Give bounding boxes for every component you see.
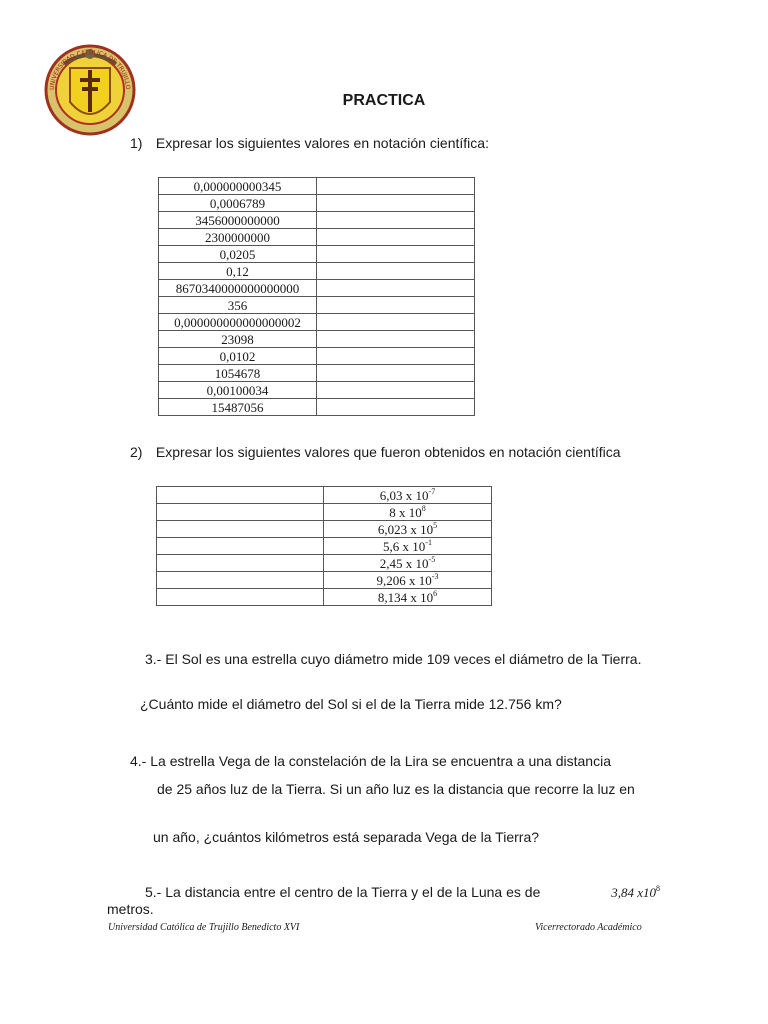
- question-5-unit: metros.: [107, 901, 154, 917]
- answer-cell[interactable]: [317, 297, 475, 314]
- table-row: [157, 504, 492, 521]
- question-5-value: 3,84 $x10^8$: [611, 884, 660, 900]
- value-cell: 356: [159, 297, 317, 314]
- question-1: [130, 134, 489, 152]
- table-row: [157, 572, 492, 589]
- answer-cell[interactable]: [317, 195, 475, 212]
- table-row: [157, 538, 492, 555]
- value-cell: 0,0102: [159, 348, 317, 365]
- question-2: [130, 443, 621, 461]
- answer-cell[interactable]: [157, 538, 324, 555]
- table-row: [159, 246, 475, 263]
- question-4-line3: un año, ¿cuántos kilómetros está separada Vega de la Tierra?: [153, 829, 540, 845]
- value-cell: 1054678: [159, 365, 317, 382]
- value-cell: 0,0006789: [159, 195, 317, 212]
- table-2: [156, 486, 492, 606]
- table-row: [159, 229, 475, 246]
- value-cell: 0,12: [159, 263, 317, 280]
- answer-cell[interactable]: [317, 280, 475, 297]
- value-cell: 23098: [159, 331, 317, 348]
- value-cell: 15487056: [159, 399, 317, 416]
- table-row: [159, 212, 475, 229]
- table-row: [159, 195, 475, 212]
- answer-cell[interactable]: [317, 178, 475, 195]
- scientific-value-cell: 2,45 x $10^{-5}$: [324, 555, 492, 572]
- table-row: [159, 178, 475, 195]
- question-4-line1: 4.- La estrella Vega de la constelación de la Lira se encuentra a una distancia: [130, 753, 611, 769]
- answer-cell[interactable]: [317, 399, 475, 416]
- answer-cell[interactable]: [317, 212, 475, 229]
- answer-cell[interactable]: [157, 521, 324, 538]
- question-3: [107, 651, 660, 668]
- table-row: [157, 521, 492, 538]
- university-logo: [44, 40, 136, 138]
- answer-cell[interactable]: [317, 348, 475, 365]
- question-3-line1: 3.- El Sol es una estrella cuyo diámetro mide 109 veces el diámetro de la Tierra.: [145, 651, 642, 667]
- value-cell: 8670340000000000000: [159, 280, 317, 297]
- answer-cell[interactable]: [317, 246, 475, 263]
- question-1-number: 1): [130, 135, 143, 151]
- answer-cell[interactable]: [317, 331, 475, 348]
- answer-cell[interactable]: [157, 589, 324, 606]
- answer-cell[interactable]: [317, 229, 475, 246]
- answer-cell[interactable]: [317, 263, 475, 280]
- page-title: PRACTICA: [342, 92, 426, 109]
- table-row: [157, 487, 492, 504]
- question-5-text: 5.- La distancia entre el centro de la Tierra y el de la Luna es de: [145, 884, 541, 900]
- footer-university: Universidad Católica de Trujillo Benedicto XVI: [108, 922, 300, 933]
- table-row: [159, 297, 475, 314]
- svg-text:UNIVERSIDAD CATÓLICA DE TRUJIL: UNIVERSIDAD CATÓLICA DE TRUJILLO: [48, 48, 132, 91]
- table-row: [159, 365, 475, 382]
- value-cell: 3456000000000: [159, 212, 317, 229]
- scientific-value-cell: 8 x $10^8$: [324, 504, 492, 521]
- value-cell: 2300000000: [159, 229, 317, 246]
- answer-cell[interactable]: [317, 382, 475, 399]
- table-row: [159, 314, 475, 331]
- table-row: [157, 555, 492, 572]
- scientific-value-cell: 5,6 x $10^{-1}$: [324, 538, 492, 555]
- value-cell: 0,000000000345: [159, 178, 317, 195]
- answer-cell[interactable]: [157, 555, 324, 572]
- value-cell: 0,00100034: [159, 382, 317, 399]
- scientific-value-cell: 6,023 x $10^5$: [324, 521, 492, 538]
- table-row: [159, 280, 475, 297]
- question-5: [107, 884, 660, 918]
- table-row: [157, 589, 492, 606]
- answer-cell[interactable]: [157, 487, 324, 504]
- footer-office: Vicerrectorado Académico: [535, 922, 642, 933]
- answer-cell[interactable]: [317, 314, 475, 331]
- question-4-line2: de 25 años luz de la Tierra. Si un año luz es la distancia que recorre la luz en: [157, 781, 635, 797]
- table-row: [159, 331, 475, 348]
- scientific-value-cell: 9,206 x $10^{-3}$: [324, 572, 492, 589]
- table-row: [159, 399, 475, 416]
- question-3-line2: ¿Cuánto mide el diámetro del Sol si el de la Tierra mide 12.756 km?: [140, 696, 562, 712]
- value-cell: 0,0205: [159, 246, 317, 263]
- table-row: [159, 263, 475, 280]
- table-1: [158, 177, 475, 416]
- table-row: [159, 348, 475, 365]
- scientific-value-cell: 6,03 x $10^{-7}$: [324, 487, 492, 504]
- question-2-text: Expresar los siguientes valores que fueron obtenidos en notación científica: [155, 444, 621, 460]
- question-2-number: 2): [130, 444, 143, 460]
- answer-cell[interactable]: [157, 504, 324, 521]
- value-cell: 0,000000000000000002: [159, 314, 317, 331]
- scientific-value-cell: 8,134 x $10^6$: [324, 589, 492, 606]
- table-row: [159, 382, 475, 399]
- question-1-text: Expresar los siguientes valores en notación científica:: [155, 135, 489, 151]
- answer-cell[interactable]: [157, 572, 324, 589]
- answer-cell[interactable]: [317, 365, 475, 382]
